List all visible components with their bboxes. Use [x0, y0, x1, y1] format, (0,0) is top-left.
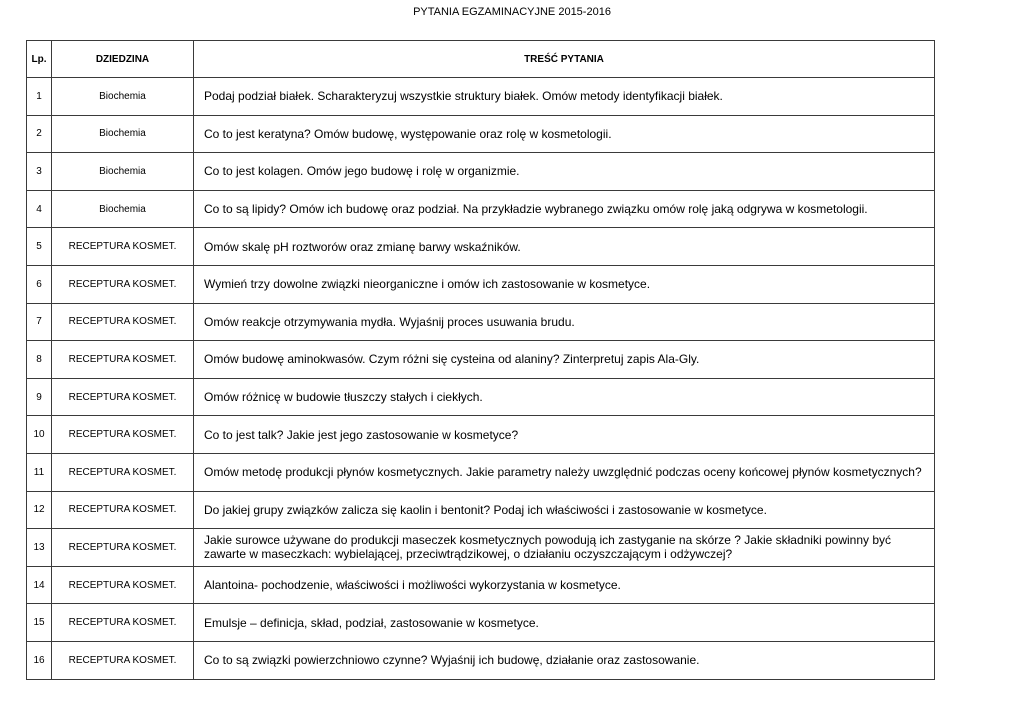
table-row	[27, 115, 935, 153]
row-question: Do jakiej grupy związków zalicza się kaolin i bentonit? Podaj ich właściwości i zastosowanie w kosmetyce.	[194, 491, 935, 529]
row-domain: RECEPTURA KOSMET.	[52, 491, 194, 529]
table-row	[27, 378, 935, 416]
table-row	[27, 190, 935, 228]
column-header-tresc: TREŚĆ PYTANIA	[194, 41, 935, 78]
row-domain: RECEPTURA KOSMET.	[52, 378, 194, 416]
row-number: 15	[27, 604, 52, 642]
row-question: Jakie surowce używane do produkcji maseczek kosmetycznych powodują ich zastyganie na skórze ? Jakie składniki powinny być zawarte w maseczkach: wybielającej, przeciwtrądzikowej, o działaniu oczyszczającym i odżywczej?	[194, 529, 935, 567]
row-number: 12	[27, 491, 52, 529]
row-question: Omów reakcje otrzymywania mydła. Wyjaśnij proces usuwania brudu.	[194, 303, 935, 341]
row-domain: RECEPTURA KOSMET.	[52, 566, 194, 604]
page-title: PYTANIA EGZAMINACYJNE 2015-2016	[413, 6, 611, 18]
row-number: 6	[27, 265, 52, 303]
row-number: 5	[27, 228, 52, 266]
row-number: 1	[27, 78, 52, 116]
column-header-lp: Lp.	[27, 41, 52, 78]
row-number: 10	[27, 416, 52, 454]
row-question: Emulsje – definicja, skład, podział, zastosowanie w kosmetyce.	[194, 604, 935, 642]
table-row	[27, 228, 935, 266]
table-body	[27, 78, 935, 680]
row-domain: Biochemia	[52, 190, 194, 228]
column-header-dziedzina: DZIEDZINA	[52, 41, 194, 78]
table-row	[27, 153, 935, 191]
row-domain: RECEPTURA KOSMET.	[52, 641, 194, 679]
table-row	[27, 491, 935, 529]
row-question: Omów metodę produkcji płynów kosmetycznych. Jakie parametry należy uwzględnić podczas oceny końcowej płynów kosmetycznych?	[194, 453, 935, 491]
table-row	[27, 303, 935, 341]
row-number: 4	[27, 190, 52, 228]
row-question: Co to są związki powierzchniowo czynne? Wyjaśnij ich budowę, działanie oraz zastosowanie.	[194, 641, 935, 679]
row-domain: RECEPTURA KOSMET.	[52, 416, 194, 454]
row-number: 11	[27, 453, 52, 491]
row-number: 13	[27, 529, 52, 567]
table-row	[27, 416, 935, 454]
row-question: Wymień trzy dowolne związki nieorganiczne i omów ich zastosowanie w kosmetyce.	[194, 265, 935, 303]
row-domain: RECEPTURA KOSMET.	[52, 453, 194, 491]
table-row	[27, 566, 935, 604]
questions-table	[26, 40, 935, 680]
row-domain: Biochemia	[52, 115, 194, 153]
row-question: Omów skalę pH roztworów oraz zmianę barwy wskaźników.	[194, 228, 935, 266]
row-question: Alantoina- pochodzenie, właściwości i możliwości wykorzystania w kosmetyce.	[194, 566, 935, 604]
row-domain: RECEPTURA KOSMET.	[52, 228, 194, 266]
table-row	[27, 604, 935, 642]
row-question: Co to jest talk? Jakie jest jego zastosowanie w kosmetyce?	[194, 416, 935, 454]
row-question: Omów budowę aminokwasów. Czym różni się cysteina od alaniny? Zinterpretuj zapis Ala-Gly.	[194, 341, 935, 379]
row-question: Omów różnicę w budowie tłuszczy stałych i ciekłych.	[194, 378, 935, 416]
row-number: 8	[27, 341, 52, 379]
row-domain: RECEPTURA KOSMET.	[52, 341, 194, 379]
row-question: Co to są lipidy? Omów ich budowę oraz podział. Na przykładzie wybranego związku omów rolę jaką odgrywa w kosmetologii.	[194, 190, 935, 228]
table-row	[27, 265, 935, 303]
row-number: 2	[27, 115, 52, 153]
row-domain: RECEPTURA KOSMET.	[52, 303, 194, 341]
row-domain: RECEPTURA KOSMET.	[52, 529, 194, 567]
table-row	[27, 78, 935, 116]
row-question: Co to jest kolagen. Omów jego budowę i rolę w organizmie.	[194, 153, 935, 191]
row-domain: Biochemia	[52, 153, 194, 191]
row-domain: RECEPTURA KOSMET.	[52, 604, 194, 642]
row-number: 16	[27, 641, 52, 679]
table-row	[27, 341, 935, 379]
row-number: 3	[27, 153, 52, 191]
row-question: Co to jest keratyna? Omów budowę, występowanie oraz rolę w kosmetologii.	[194, 115, 935, 153]
row-domain: Biochemia	[52, 78, 194, 116]
table-row	[27, 453, 935, 491]
table-row	[27, 641, 935, 679]
row-question: Podaj podział białek. Scharakteryzuj wszystkie struktury białek. Omów metody identyfikacji białek.	[194, 78, 935, 116]
row-domain: RECEPTURA KOSMET.	[52, 265, 194, 303]
table-row	[27, 529, 935, 567]
table-header-row	[27, 41, 935, 78]
row-number: 9	[27, 378, 52, 416]
row-number: 7	[27, 303, 52, 341]
row-number: 14	[27, 566, 52, 604]
